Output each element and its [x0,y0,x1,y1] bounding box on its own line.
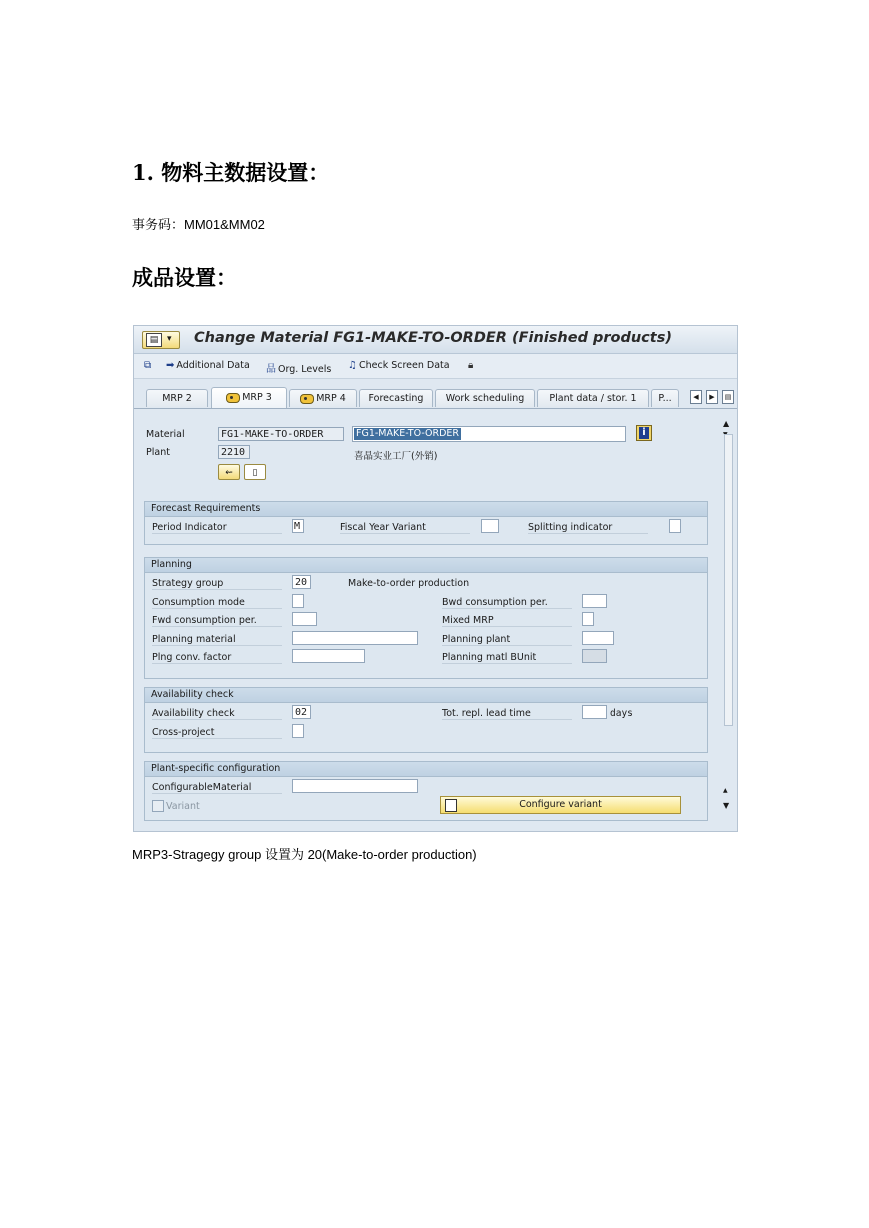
planning-material-label: Planning material [152,634,282,646]
key-icon [300,394,314,404]
fwd-consumption-field[interactable] [292,612,317,626]
hierarchy-icon: 品 [266,364,276,375]
configure-variant-label: Configure variant [519,799,602,810]
org-levels-label: Org. Levels [278,364,332,375]
heading-finished-product: 成品设置： [132,265,237,290]
glasses-icon: ⇜ [225,468,233,478]
days-unit: days [610,708,633,719]
screen-title: Change Material FG1-MAKE-TO-ORDER (Finished products) [194,330,672,346]
org-levels-button[interactable] [266,360,331,375]
edit-icon [445,799,457,812]
check-screen-label: Check Screen Data [358,360,450,371]
scrollbar-track[interactable] [724,434,733,726]
configure-variant-button[interactable] [440,796,681,814]
planning-plant-label: Planning plant [442,634,572,646]
conv-factor-label: Plng conv. factor [152,652,282,664]
planning-group-title: Planning [145,558,707,573]
tab-scroll-right-icon[interactable]: ▶ [706,390,718,404]
system-menu-button[interactable] [142,331,180,349]
material-field[interactable]: FG1-MAKE-TO-ORDER [218,427,344,441]
splitting-indicator-label: Splitting indicator [528,522,648,534]
availability-check-label: Availability check [152,708,282,720]
application-toolbar [134,354,737,379]
config-group-title: Plant-specific configuration [145,762,707,777]
tab-label: MRP 3 [242,392,272,403]
document-icon: ▯ [252,468,258,478]
material-description-field[interactable] [352,426,626,442]
scroll-down-icon[interactable]: ▼ [723,801,730,810]
additional-data-label: Additional Data [176,360,250,371]
other-object-icon: ⧉ [144,360,152,371]
mixed-mrp-label: Mixed MRP [442,615,572,627]
plant-description: 喜晶实业工厂(外销) [354,451,438,462]
other-material-button[interactable] [144,360,153,371]
tab-mrp3[interactable] [211,387,287,408]
tab-label: Plant data / stor. 1 [549,393,637,404]
period-indicator-field[interactable]: M [292,519,304,533]
tab-scroll-left-icon[interactable]: ◀ [690,390,702,404]
dropdown-icon: ▾ [167,334,172,344]
create-button[interactable] [244,464,266,480]
planning-plant-field[interactable] [582,631,614,645]
mixed-mrp-field[interactable] [582,612,594,626]
configurable-material-label: ConfigurableMaterial [152,782,282,794]
consumption-mode-field[interactable] [292,594,304,608]
plant-field[interactable]: 2210 [218,445,250,459]
plant-label: Plant [146,447,170,458]
bwd-consumption-field[interactable] [582,594,607,608]
tab-plant-data[interactable] [537,389,649,407]
vertical-scrollbar[interactable] [719,409,735,819]
cross-project-field[interactable] [292,724,304,738]
tab-label: Forecasting [368,393,424,404]
tab-label: MRP 4 [316,393,346,404]
check-screen-data-button[interactable] [348,360,450,371]
fiscal-year-variant-field[interactable] [481,519,499,533]
check-icon: ♫ [348,360,357,371]
period-indicator-label: Period Indicator [152,522,282,534]
tab-label: Work scheduling [445,393,525,404]
info-icon[interactable] [636,425,652,441]
lock-button[interactable] [468,360,475,371]
tab-list-icon[interactable]: ▤ [722,390,734,404]
display-change-button[interactable] [218,464,240,480]
strategy-group-label: Strategy group [152,578,282,590]
lock-icon: 🔒︎ [468,360,474,371]
tab-work-scheduling[interactable] [435,389,535,407]
planning-matl-bunit-field [582,649,607,663]
planning-matl-bunit-label: Planning matl BUnit [442,652,572,664]
tab-more[interactable] [651,389,679,407]
tab-label: P... [658,393,672,404]
consumption-mode-label: Consumption mode [152,597,282,609]
forecast-group-title: Forecast Requirements [145,502,707,517]
tab-strip [134,386,737,409]
scroll-up-icon[interactable]: ▲ [723,419,730,428]
scroll-page-down-icon[interactable]: ▲ [723,787,728,794]
additional-data-button[interactable] [166,360,250,371]
availability-check-group [144,687,708,753]
cross-project-label: Cross-project [152,727,282,739]
splitting-indicator-field[interactable] [669,519,681,533]
tab-mrp2[interactable] [146,389,208,407]
availability-check-field[interactable]: 02 [292,705,311,719]
arrow-right-icon: ➡ [166,360,175,371]
tab-label: MRP 2 [162,393,192,404]
heading-material-master: 1. 物料主数据设置： [132,160,330,185]
availability-group-title: Availability check [145,688,707,703]
planning-material-field[interactable] [292,631,418,645]
tab-forecasting[interactable] [359,389,433,407]
screenshot-caption: MRP3-Stragegy group 设置为 20(Make-to-order production) [132,847,477,862]
variant-label: Variant [166,801,200,812]
sap-window [133,325,738,832]
variant-checkbox[interactable] [152,800,164,812]
strategy-description: Make-to-order production [348,578,470,589]
bwd-consumption-label: Bwd consumption per. [442,597,572,609]
tab-content-mrp3 [134,409,737,829]
material-label: Material [146,429,185,440]
material-description-text: FG1-MAKE-TO-ORDER [356,428,460,439]
conv-factor-field[interactable] [292,649,365,663]
tab-mrp4[interactable] [289,389,357,407]
fwd-consumption-label: Fwd consumption per. [152,615,282,627]
sap-title-bar [134,326,737,354]
strategy-group-field[interactable]: 20 [292,575,311,589]
repl-lead-time-label: Tot. repl. lead time [442,708,572,720]
key-icon [226,393,240,403]
transaction-code-text: 事务码：MM01&MM02 [132,217,265,232]
repl-lead-time-field[interactable] [582,705,607,719]
fiscal-year-variant-label: Fiscal Year Variant [340,522,470,534]
menu-icon: ▤ [146,333,162,347]
configurable-material-field[interactable] [292,779,418,793]
